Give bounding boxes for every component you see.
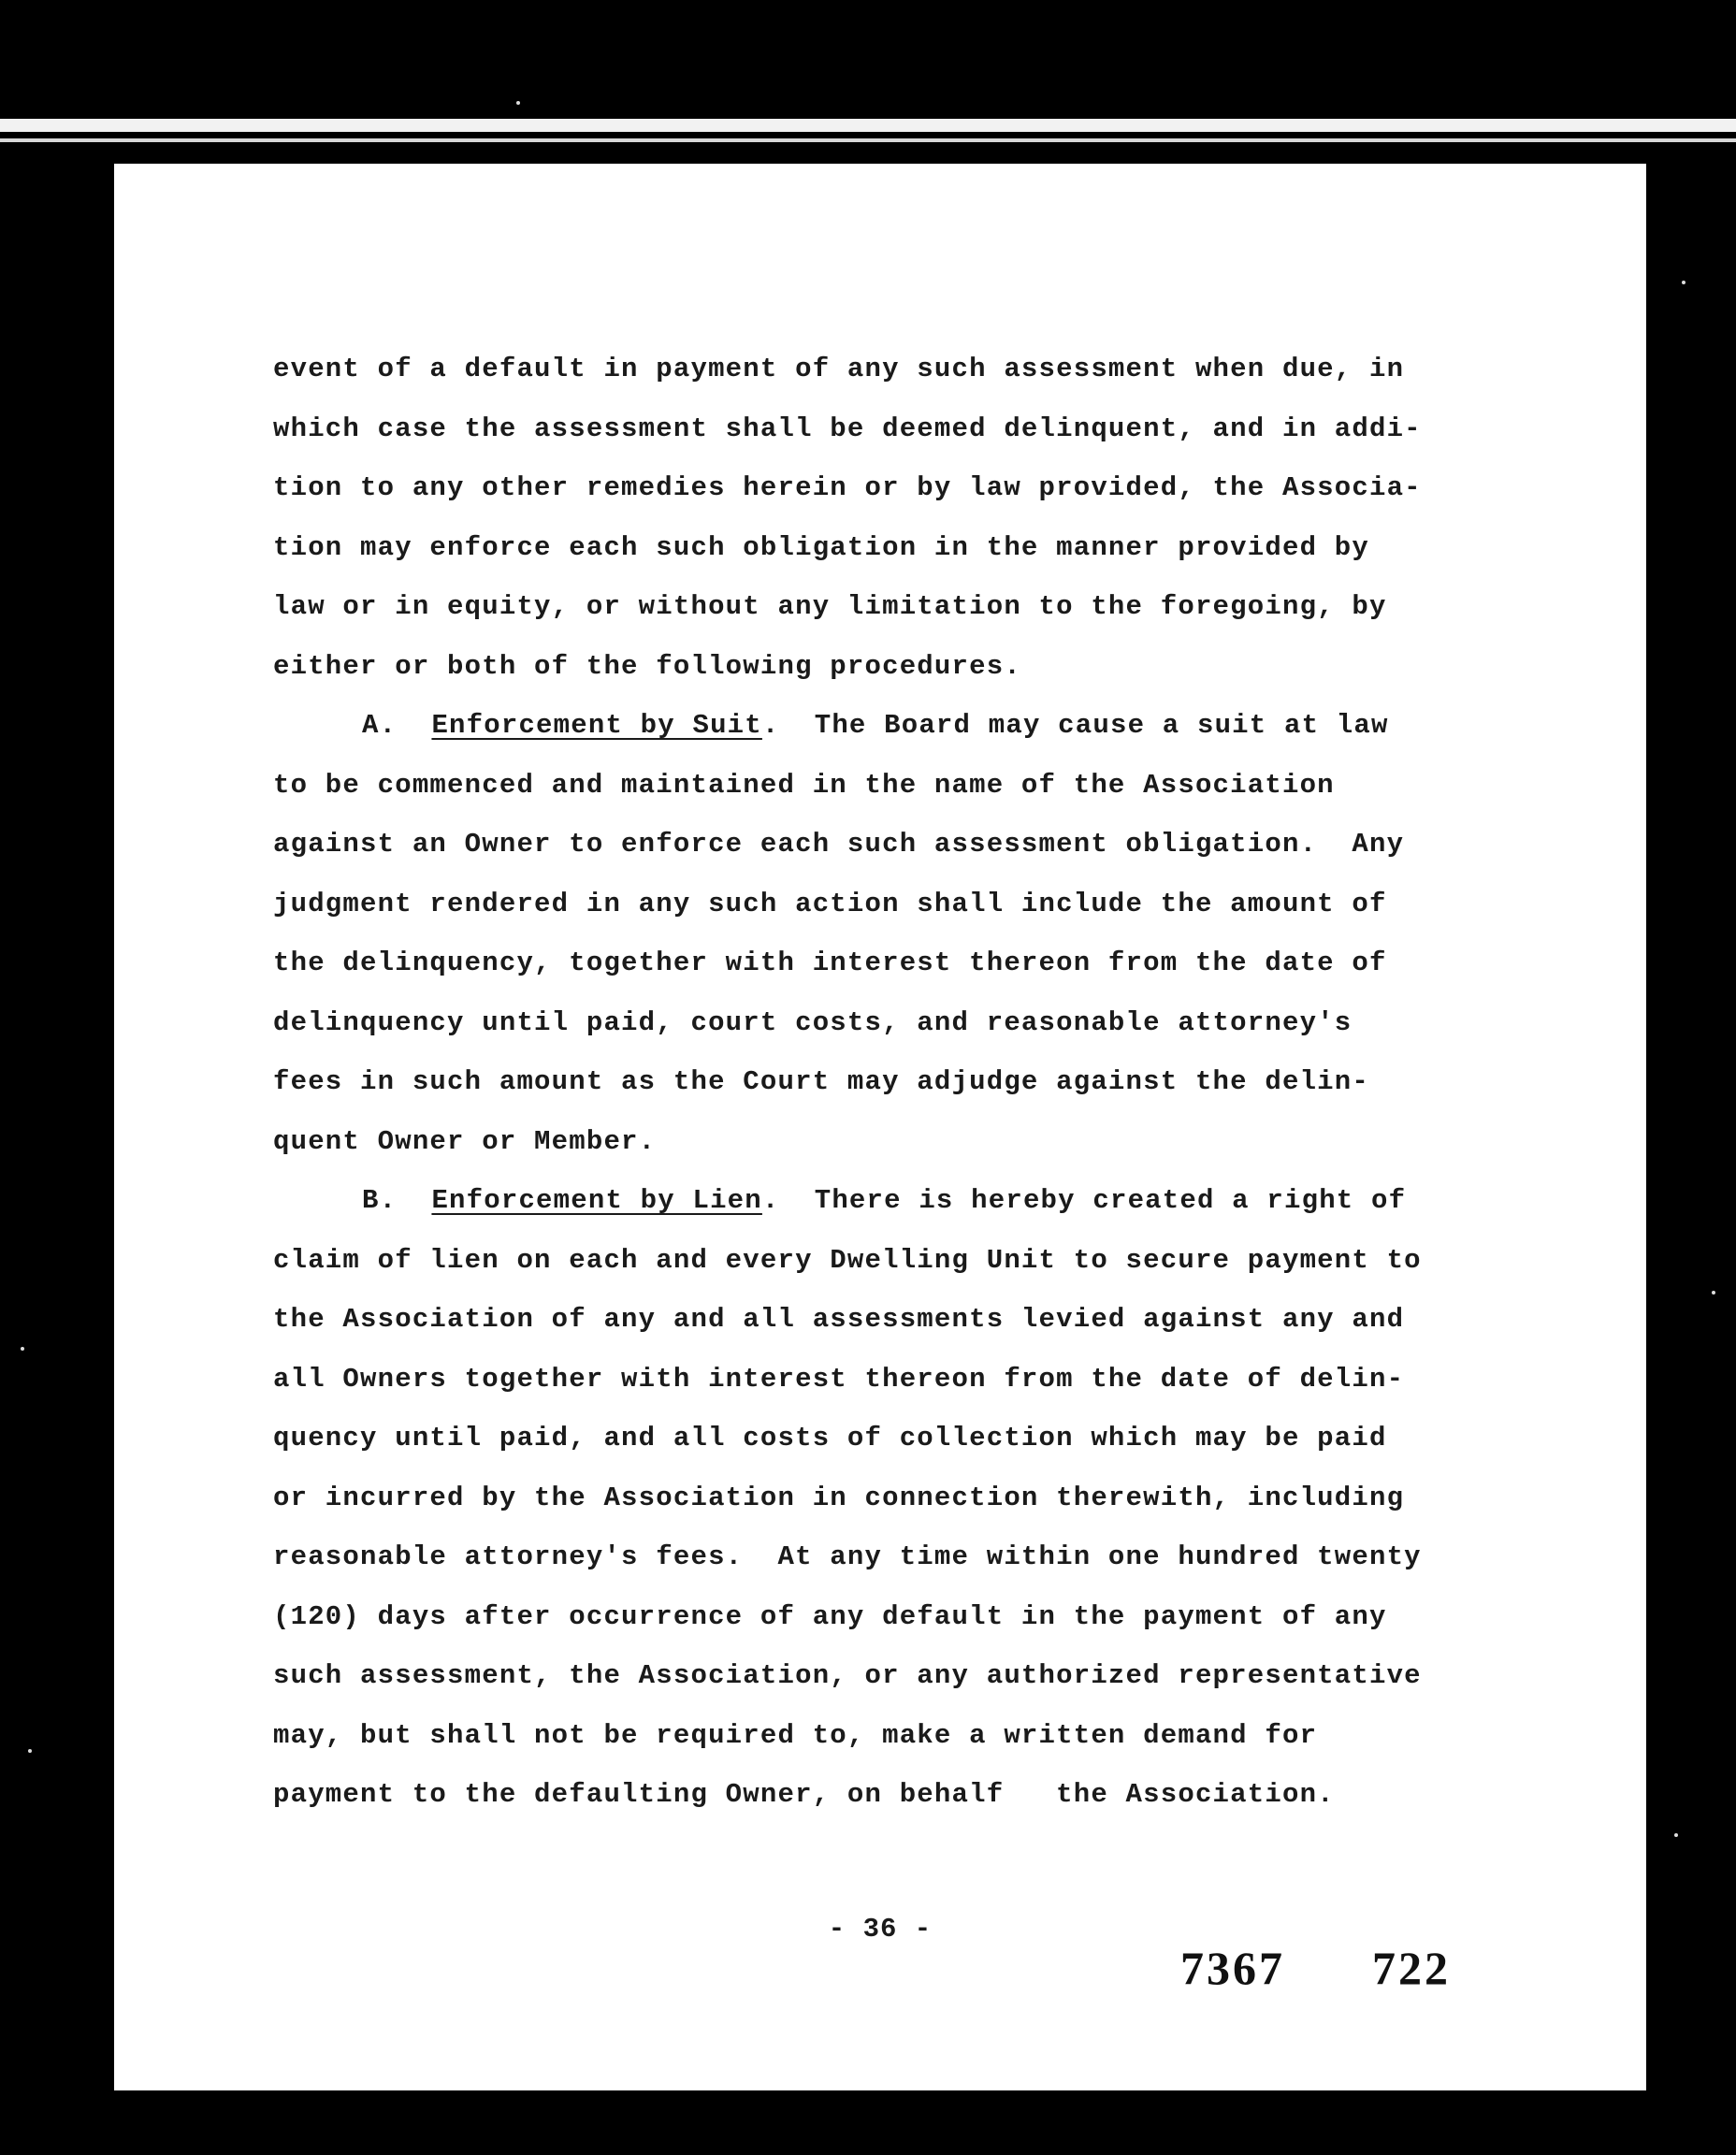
text-line: event of a default in payment of any such assessment when due, in [273, 354, 1405, 384]
section-b-first-line-text: . There is hereby created a right of [761, 1185, 1407, 1216]
text-line: either or both of the following procedures. [273, 650, 1021, 682]
scan-speck [1674, 1833, 1678, 1837]
scan-speck [21, 1347, 24, 1351]
scan-speck [1712, 1291, 1715, 1294]
text-line: or incurred by the Association in connection therewith, including [273, 1482, 1405, 1513]
section-a-first-line [273, 696, 1480, 756]
text-line: delinquency until paid, court costs, and reasonable attorney's [273, 1006, 1353, 1038]
section-a-label: A. [362, 710, 398, 741]
text-line: such assessment, the Association, or any authorized representative [273, 1660, 1422, 1691]
text-line: to be commenced and maintained in the name of the Association [273, 769, 1335, 801]
document-page [114, 164, 1646, 2090]
page-number: - 36 - [828, 1914, 933, 1945]
scan-border-band [0, 119, 1736, 132]
text-line: all Owners together with interest thereon from the date of delin- [273, 1363, 1405, 1395]
text-line: against an Owner to enforce each such assessment obligation. Any [273, 829, 1405, 860]
text-line: quent Owner or Member. [273, 1125, 657, 1157]
text-line: the delinquency, together with interest thereon from the date of [273, 947, 1387, 978]
scan-border-line [0, 138, 1736, 142]
scan-speck [516, 101, 520, 105]
section-b-first-line [273, 1171, 1480, 1231]
text-line: law or in equity, or without any limitation to the foregoing, by [273, 591, 1387, 622]
text-line: fees in such amount as the Court may adjudge against the delin- [273, 1066, 1369, 1097]
text-line: claim of lien on each and every Dwelling Unit to secure payment to [273, 1244, 1422, 1276]
text-line: judgment rendered in any such action shall include the amount of [273, 888, 1387, 919]
text-line: (120) days after occurrence of any default in the payment of any [273, 1600, 1387, 1632]
scan-speck [28, 1749, 32, 1753]
text-line: tion may enforce each such obligation in the manner provided by [273, 531, 1369, 563]
scan-speck [1682, 281, 1685, 284]
text-line: payment to the defaulting Owner, on behalf the Association. [273, 1779, 1335, 1810]
text-line: reasonable attorney's fees. At any time within one hundred twenty [273, 1541, 1422, 1572]
body-text [273, 340, 1480, 1825]
section-b-heading: Enforcement by Lien [431, 1185, 762, 1216]
section-a-first-line-text: . The Board may cause a suit at law [761, 710, 1389, 741]
section-a-heading: Enforcement by Suit [431, 710, 762, 741]
text-line: the Association of any and all assessments levied against any and [273, 1304, 1405, 1335]
text-line: tion to any other remedies herein or by law provided, the Associa- [273, 472, 1422, 503]
text-line: may, but shall not be required to, make a written demand for [273, 1719, 1318, 1751]
book-number-stamp: 7367 [1180, 1942, 1285, 1994]
section-b-label: B. [362, 1185, 398, 1216]
text-line: quency until paid, and all costs of collection which may be paid [273, 1423, 1387, 1454]
page-reference-stamp: 722 [1372, 1942, 1451, 1994]
text-line: which case the assessment shall be deemed delinquent, and in addi- [273, 412, 1422, 444]
